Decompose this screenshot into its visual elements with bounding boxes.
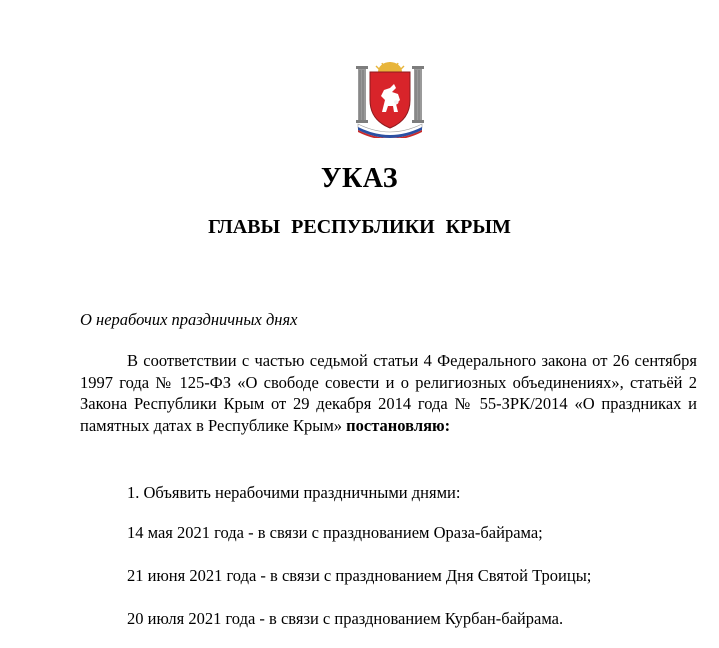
decree-word: постановляю: bbox=[346, 415, 451, 435]
crimea-coat-of-arms-icon bbox=[352, 60, 428, 138]
document-subject: О нерабочих праздничных днях bbox=[80, 310, 298, 329]
preamble-paragraph bbox=[80, 350, 697, 436]
document-title: УКАЗ bbox=[320, 163, 399, 194]
document-subtitle: ГЛАВЫ РЕСПУБЛИКИ КРЫМ bbox=[208, 216, 511, 238]
preamble-text: В соответствии с частью седьмой статьи 4 Федерального закона от 26 сентября 1997 года № 125-ФЗ «О свободе совести и о религиозных объединениях», статьёй 2 Закона Республики Крым от 29 декабря 2014 года № 55-ЗРК/2014 «О праздниках и памятных датах в Республике Крым» bbox=[80, 351, 697, 435]
holiday-item: 21 июня 2021 года - в связи с празднованием Дня Святой Троицы; bbox=[127, 566, 592, 585]
holiday-item: 14 мая 2021 года - в связи с празднованием Ораза-байрама; bbox=[127, 523, 543, 542]
holiday-item: 20 июля 2021 года - в связи с празднованием Курбан-байрама. bbox=[127, 609, 564, 628]
point-1: 1. Объявить нерабочими праздничными днями: bbox=[127, 483, 461, 502]
